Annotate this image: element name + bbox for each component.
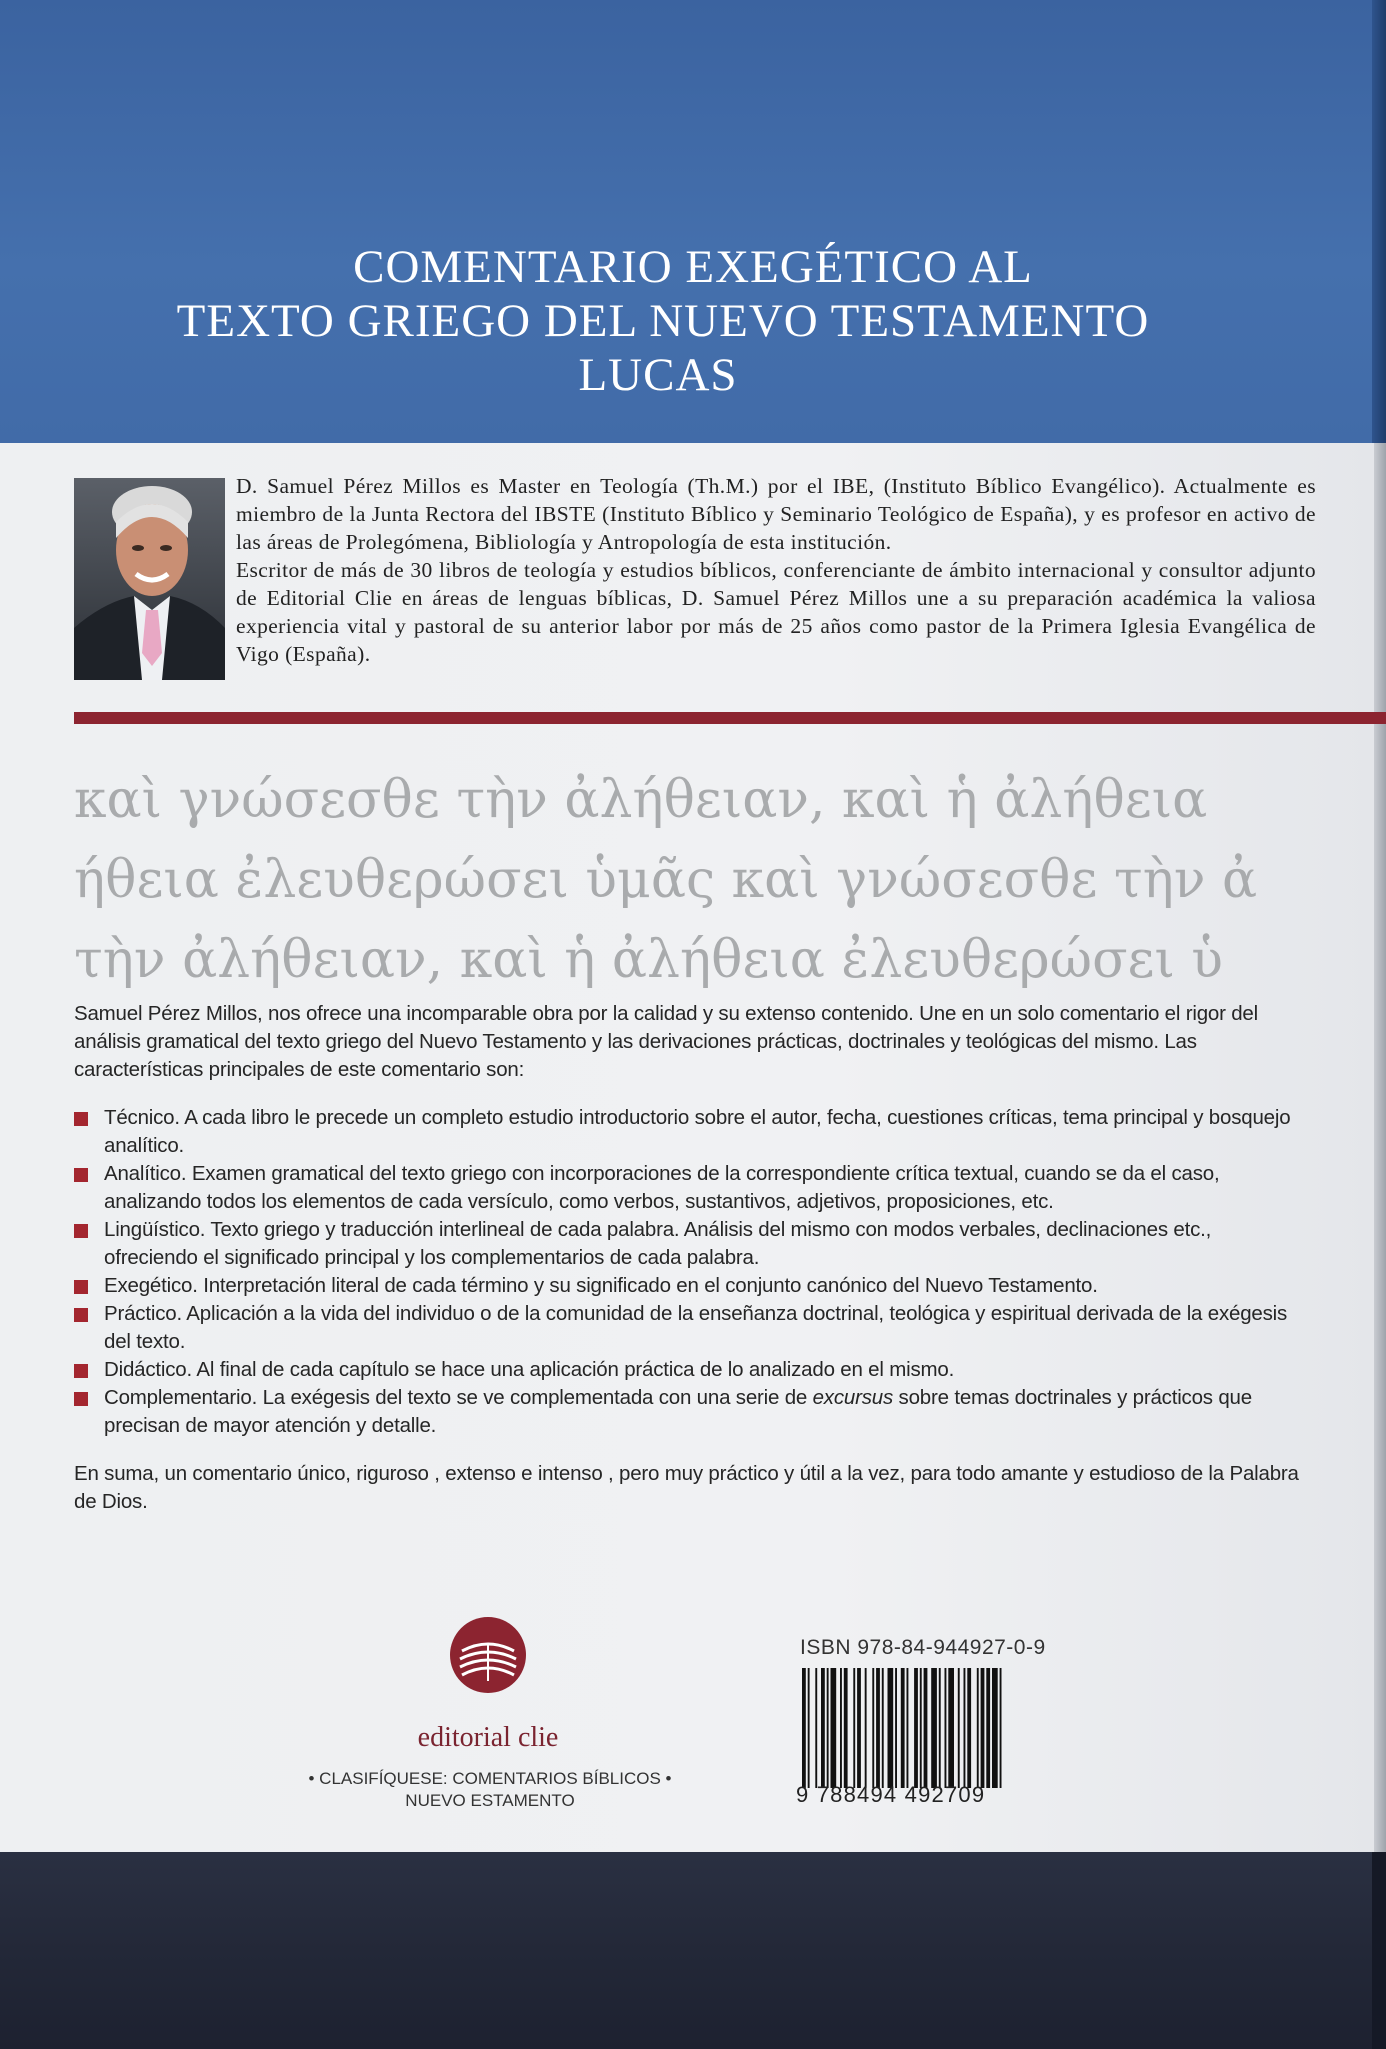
feature-text-before: Complementario. La exégesis del texto se ve complementada con una serie de	[104, 1386, 813, 1409]
square-bullet-icon	[74, 1308, 88, 1322]
description-intro: Samuel Pérez Millos, nos ofrece una incomparable obra por la calidad y su extenso contenido. Une en un solo comentario el rigor del análisis gramatical del texto griego del Nuevo Testamento y las derivaciones prácticas, doctrinales y teológicas del mismo. Las características principales de este comentario son:	[74, 1002, 1258, 1081]
feature-text: Didáctico. Al final de cada capítulo se hace una aplicación práctica de lo analizado en el mismo.	[104, 1358, 955, 1381]
greek-line-1: καὶ γνώσεσθε τὴν ἀλήθειαν, καὶ ἡ ἀλήθεια	[74, 770, 1208, 830]
list-item	[74, 1104, 1306, 1160]
square-bullet-icon	[74, 1112, 88, 1126]
feature-text: Exegético. Interpretación literal de cada término y su significado en el conjunto canónico del Nuevo Testamento.	[104, 1274, 1098, 1297]
feature-text-emphasis: excursus	[812, 1386, 894, 1409]
author-bio-paragraph-1: D. Samuel Pérez Millos es Master en Teología (Th.M.) por el IBE, (Instituto Bíblico Evangélico). Actualmente es miembro de la Junta Rectora del IBSTE (Instituto Bíblico y Seminario Teológico de España), y es profesor en activo de las áreas de Prolegómena, Bibliología y Antropología de esta institución.	[236, 474, 1316, 554]
list-item	[74, 1356, 1306, 1384]
classification-line-2: NUEVO ESTAMENTO	[405, 1791, 575, 1810]
publisher-name: editorial clie	[417, 1722, 559, 1753]
barcode-icon	[800, 1668, 1056, 1788]
greek-line-3: τὴν ἀλήθειαν, καὶ ἡ ἀλήθεια ἐλευθερώσει ὑ	[74, 930, 1224, 990]
title-line-2: TEXTO GRIEGO DEL NUEVO TESTAMENTO	[176, 295, 1150, 347]
author-portrait-icon	[74, 478, 225, 680]
author-photo	[74, 478, 225, 680]
author-bio-paragraph-2: Escritor de más de 30 libros de teología y estudios bíblicos, conferenciante de ámbito internacional y consultor adjunto de Editorial Clie en áreas de lenguas bíblicas, D. Samuel Pérez Millos une a su preparación académica la valiosa experiencia vital y pastoral de su anterior labor por más de 25 años como pastor de la Primera Iglesia Evangélica de Vigo (España).	[236, 558, 1316, 666]
book-description	[74, 1000, 1306, 1516]
list-item	[74, 1300, 1306, 1356]
author-bio	[236, 472, 1316, 668]
isbn-label: ISBN 978-84-944927-0-9	[800, 1636, 1046, 1659]
barcode-digits: 9 788494 492709	[796, 1782, 986, 1807]
square-bullet-icon	[74, 1280, 88, 1294]
bottom-dark-band	[0, 1852, 1386, 2049]
feature-text-after: sobre temas doctrinales y prácticos que precisan de mayor atención y detalle.	[104, 1386, 1252, 1437]
description-summary: En suma, un comentario único, riguroso , extenso e intenso , pero muy práctico y útil a la vez, para todo amante y estudioso de la Palabra de Dios.	[74, 1462, 1299, 1513]
greek-verse-block	[74, 760, 1374, 1000]
square-bullet-icon	[74, 1392, 88, 1406]
divider-bar	[74, 712, 1386, 724]
title-line-3: LUCAS	[578, 349, 738, 401]
greek-line-2: ήθεια ἐλευθερώσει ὑμᾶς καὶ γνώσεσθε τὴν ἀ	[74, 850, 1258, 910]
book-title	[0, 240, 1386, 402]
square-bullet-icon	[74, 1224, 88, 1238]
feature-text: Analítico. Examen gramatical del texto griego con incorporaciones de la correspondiente crítica textual, cuando se da el caso, analizando todos los elementos de cada versículo, como verbos, sustantivos, adjetivos, proposiciones, etc.	[104, 1162, 1220, 1213]
publisher-logo-icon	[448, 1615, 528, 1695]
list-item	[74, 1384, 1306, 1440]
classification	[250, 1768, 730, 1812]
feature-text: Lingüístico. Texto griego y traducción interlineal de cada palabra. Análisis del mismo con modos verbales, declinaciones etc., ofreciendo el significado principal y los complementarios de cada palabra.	[104, 1218, 1212, 1269]
spine-edge-body	[1374, 443, 1386, 1852]
title-line-1: COMENTARIO EXEGÉTICO AL	[353, 241, 1033, 293]
spine-edge-bottom	[1372, 1852, 1386, 2049]
list-item	[74, 1216, 1306, 1272]
square-bullet-icon	[74, 1364, 88, 1378]
list-item	[74, 1160, 1306, 1216]
feature-text: Práctico. Aplicación a la vida del individuo o de la comunidad de la enseñanza doctrinal, teológica y espiritual derivada de la exégesis del texto.	[104, 1302, 1288, 1353]
feature-text: Técnico. A cada libro le precede un completo estudio introductorio sobre el autor, fecha, cuestiones críticas, tema principal y bosquejo analítico.	[104, 1106, 1291, 1157]
square-bullet-icon	[74, 1168, 88, 1182]
list-item	[74, 1272, 1306, 1300]
features-list	[74, 1104, 1306, 1440]
classification-line-1: • CLASIFÍQUESE: COMENTARIOS BÍBLICOS •	[308, 1769, 672, 1788]
